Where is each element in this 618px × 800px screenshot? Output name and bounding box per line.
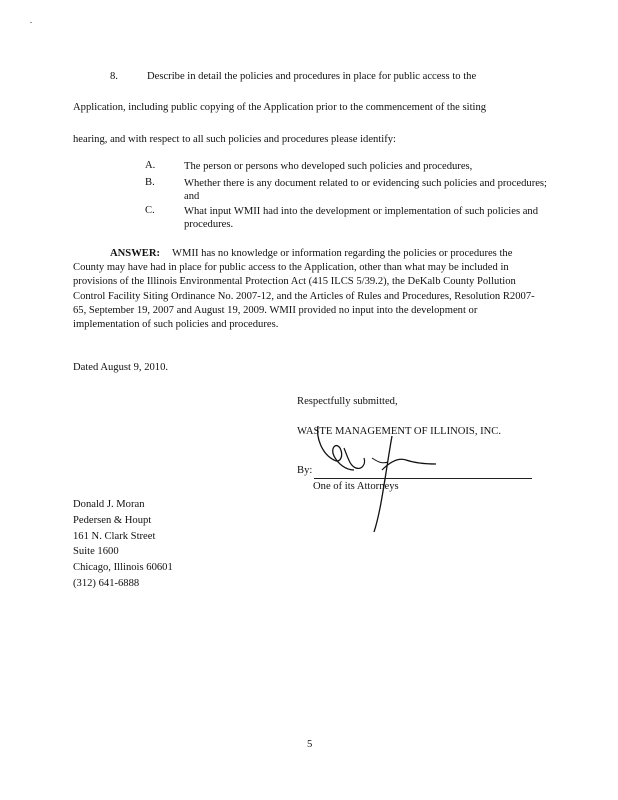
attorney-role: One of its Attorneys: [313, 481, 399, 492]
dated-line: Dated August 9, 2010.: [73, 362, 169, 373]
respectfully-submitted: Respectfully submitted,: [297, 396, 398, 407]
answer-text: WMII has no knowledge or information regarding the policies or procedures the County may have had in place for public access to the Application, other than what may be included in provisions of the Illinois Environmental Protection Act (415 ILCS 5/39.2), the DeKalb County Pollution Control Facility Siting Ordinance No. 2007-12, and the Articles of Rules and Procedures, Resolution R2007-65, September 19, 2007 and August 19, 2009. WMII provided no input into the development or implementation of such policies and procedures.: [73, 248, 535, 331]
answer-paragraph: [73, 247, 543, 332]
question-number: 8.: [110, 71, 118, 82]
attorney-name: Donald J. Moran: [73, 499, 145, 510]
attorney-suite: Suite 1600: [73, 546, 119, 557]
item-a-text: The person or persons who developed such policies and procedures,: [184, 161, 473, 172]
item-b-text: Whether there is any document related to or evidencing such policies and procedures; and: [184, 178, 547, 202]
attorney-street: 161 N. Clark Street: [73, 531, 156, 542]
company-name: WASTE MANAGEMENT OF ILLINOIS, INC.: [297, 426, 502, 437]
question-text-line-1: Describe in detail the policies and procedures in place for public access to the: [147, 71, 477, 82]
attorney-firm: Pedersen & Houpt: [73, 515, 152, 526]
scan-mark: [30, 22, 32, 23]
item-c-letter: C.: [145, 205, 155, 216]
item-c-text: What input WMII had into the development or implementation of such policies and procedures.: [184, 206, 539, 230]
by-label: By:: [297, 465, 313, 476]
item-a-letter: A.: [145, 160, 156, 171]
signature-line: [314, 478, 532, 479]
attorney-city: Chicago, Illinois 60601: [73, 562, 173, 573]
question-text-line-2: Application, including public copying of the Application prior to the commencement of the siting: [73, 102, 487, 113]
attorney-phone: (312) 641-6888: [73, 578, 140, 589]
page-number: 5: [307, 739, 313, 750]
question-text-line-3: hearing, and with respect to all such policies and procedures please identify:: [73, 134, 397, 145]
item-b-letter: B.: [145, 177, 155, 188]
answer-label: ANSWER:: [110, 248, 161, 259]
